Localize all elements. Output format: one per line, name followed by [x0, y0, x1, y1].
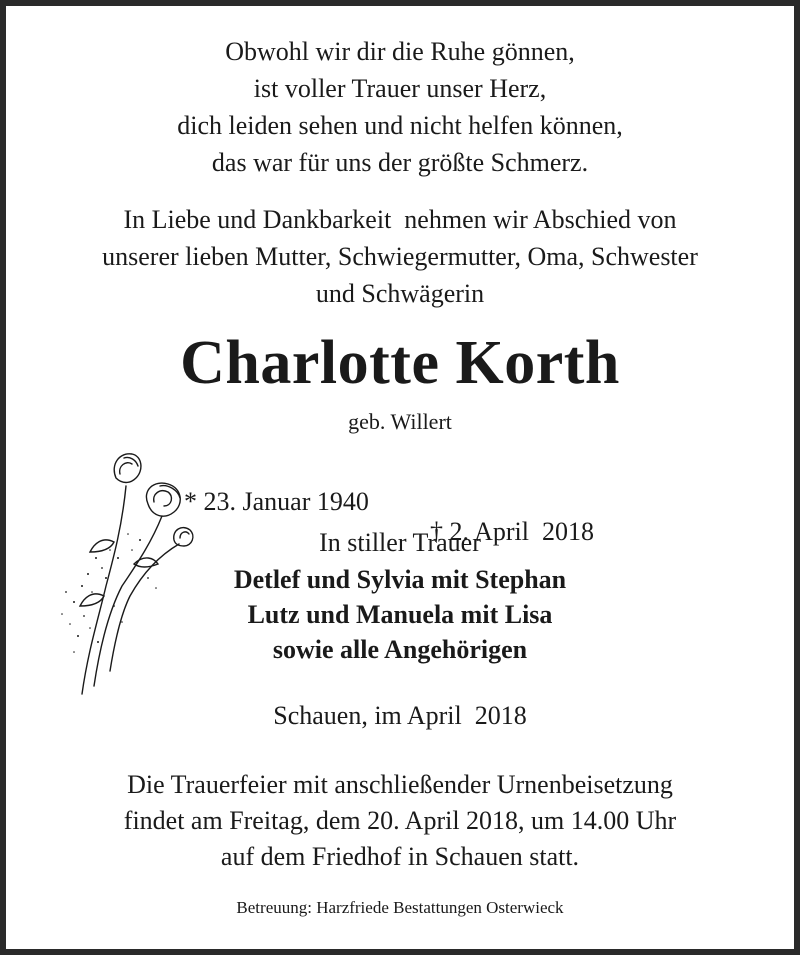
farewell-text-line: In Liebe und Dankbarkeit nehmen wir Abschied von — [123, 205, 677, 234]
verse-line: ist voller Trauer unser Herz, — [253, 74, 547, 103]
maiden-name: geb. Willert — [348, 409, 452, 434]
verse-line: das war für uns der größte Schmerz. — [211, 148, 589, 177]
death-date: † 2. April 2018 — [430, 517, 594, 546]
farewell-text-line: und Schwägerin — [315, 279, 485, 308]
funeral-info-line: findet am Freitag, dem 20. April 2018, um 14.00 Uhr — [123, 806, 677, 835]
birth-date: * 23. Januar 1940 — [184, 487, 369, 516]
mourner-line: sowie alle Angehörigen — [272, 635, 528, 664]
mourner-line: Lutz und Manuela mit Lisa — [247, 600, 553, 629]
funeral-info-line: Die Trauerfeier mit anschließender Urnenbeisetzung — [127, 770, 673, 799]
deceased-name: Charlotte Korth — [180, 329, 620, 397]
verse-line: dich leiden sehen und nicht helfen können, — [177, 111, 623, 140]
undertaker-credit: Betreuung: Harzfriede Bestattungen Osterwieck — [236, 898, 564, 917]
funeral-info-line: auf dem Friedhof in Schauen statt. — [220, 842, 580, 871]
mourning-heading: In stiller Trauer — [319, 528, 481, 557]
place-and-date: Schauen, im April 2018 — [273, 701, 527, 730]
mourner-line: Detlef und Sylvia mit Stephan — [233, 565, 567, 594]
verse-line: Obwohl wir dir die Ruhe gönnen, — [225, 37, 575, 66]
farewell-text-line: unserer lieben Mutter, Schwiegermutter, Oma, Schwester — [102, 242, 698, 271]
